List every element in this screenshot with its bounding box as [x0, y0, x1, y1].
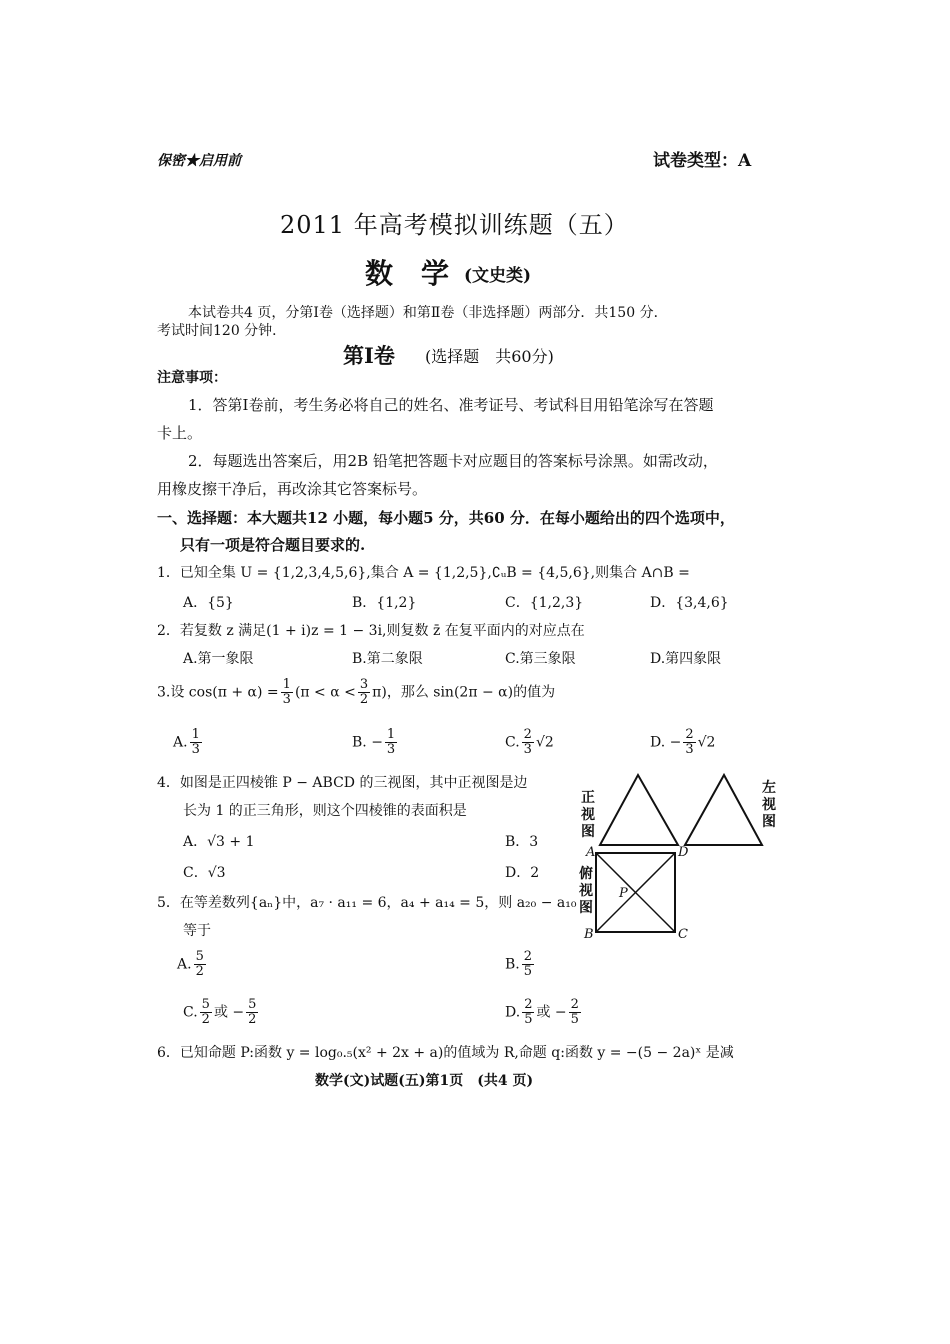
q3-option-d-label: D. −	[650, 734, 682, 751]
q5-d-den-1: 5	[524, 1012, 533, 1027]
vertex-a-label: A	[586, 845, 596, 860]
q5-option-c	[183, 998, 260, 1027]
top-view-label	[578, 866, 594, 917]
q2-stem: 2．若复数 z 满足(1 + i)z = 1 − 3i,则复数 z̄ 在复平面内的对应点在	[157, 623, 585, 639]
left-view-label-char-3: 图	[762, 814, 776, 830]
intro-line-2: 考试时间120 分钟．	[157, 323, 287, 339]
q4-option-d: D．2	[505, 865, 540, 881]
q1-option-b: B．{1,2}	[352, 595, 417, 611]
q3-fraction-2	[358, 678, 370, 707]
q5-c-den-2: 2	[248, 1012, 257, 1027]
q5-line-2: 等于	[183, 923, 211, 939]
q5-option-d-fraction-1	[522, 998, 534, 1027]
q5-option-d-or: 或 −	[536, 1004, 567, 1021]
part1-heading: 第Ⅰ卷	[343, 343, 395, 368]
q5-option-c-label: C.	[183, 1004, 198, 1021]
q4-line-1: 4．如图是正四棱锥 P − ABCD 的三视图，其中正视图是边	[157, 775, 528, 791]
q5-option-c-fraction-1	[200, 998, 212, 1027]
front-view-label-char-1: 正	[581, 790, 595, 806]
part1-heading-note: (选择题 共60分)	[425, 347, 554, 366]
q1-option-a: A．{5}	[183, 595, 234, 611]
q1-option-c: C．{1,2,3}	[505, 595, 584, 611]
q3-c-num: 2	[523, 727, 532, 742]
secrecy-label: 保密★启用前	[157, 153, 241, 169]
left-view-label-char-2: 视	[762, 797, 776, 813]
q6-stem: 6．已知命题 P:函数 y = log₀.₅(x² + 2x + a)的值域为 R,命题 q:函数 y = −(5 − 2a)ˣ 是减	[157, 1045, 734, 1061]
q4-option-a: A．√3 + 1	[183, 834, 255, 850]
section1-line-2: 只有一项是符合题目要求的.	[180, 536, 366, 554]
q5-line-1: 5．在等差数列{aₙ}中，a₇ · a₁₁ = 6，a₄ + a₁₄ = 5，则 a₂₀ − a₁₀	[157, 895, 577, 911]
notes-title: 注意事项：	[157, 370, 227, 386]
top-view-label-char-3: 图	[579, 900, 593, 916]
q3-option-b-label: B. −	[352, 734, 383, 751]
left-view-triangle	[685, 775, 762, 845]
q5-option-d-fraction-2	[569, 998, 581, 1027]
q3-fraction-1-den: 3	[282, 692, 291, 707]
q4-option-c: C．√3	[183, 865, 226, 881]
q5-option-a-fraction	[194, 950, 206, 979]
q5-b-den: 5	[523, 964, 533, 979]
q3-stem-post: π)，那么 sin(2π − α)的值为	[372, 684, 556, 701]
three-view-drawing	[590, 765, 790, 945]
q5-c-num-1: 5	[201, 997, 210, 1012]
q3-d-den: 3	[685, 742, 694, 757]
q5-option-d	[505, 998, 583, 1027]
q3-fraction-2-den: 2	[359, 692, 369, 707]
q3-option-d-tail: √2	[697, 734, 716, 751]
front-view-triangle	[600, 775, 678, 845]
q3-c-den: 3	[523, 742, 532, 757]
section1-line-1: 一、选择题：本大题共12 小题，每小题5 分，共60 分．在每小题给出的四个选项中，	[157, 509, 735, 527]
q3-b-num: 1	[386, 727, 396, 742]
q3-option-c-fraction	[522, 728, 534, 757]
q2-option-d: D.第四象限	[650, 651, 722, 667]
q3-option-a	[173, 728, 204, 757]
q3-b-den: 3	[386, 742, 396, 757]
q3-option-c-label: C.	[505, 734, 520, 751]
left-view-label	[761, 780, 777, 831]
q5-c-num-2: 5	[248, 997, 257, 1012]
subject-title: 数 学	[365, 257, 450, 290]
top-view-label-char-2: 视	[579, 883, 593, 899]
q3-d-num: 2	[685, 727, 694, 742]
q5-option-c-fraction-2	[246, 998, 258, 1027]
front-view-label-char-3: 图	[581, 824, 595, 840]
q2-option-c: C.第三象限	[505, 651, 576, 667]
note-1-line-2: 卡上。	[157, 424, 203, 442]
q2-option-a: A.第一象限	[183, 651, 254, 667]
q3-option-d	[650, 728, 715, 757]
intro-line-1: 本试卷共4 页，分第Ⅰ卷（选择题）和第Ⅱ卷（非选择题）两部分．共150 分．	[188, 305, 668, 321]
q3-stem	[157, 678, 555, 707]
q5-option-a	[177, 950, 208, 979]
q3-option-b	[352, 728, 399, 757]
vertex-b-label: B	[584, 927, 594, 942]
q3-option-c-tail: √2	[535, 734, 554, 751]
q3-fraction-2-num: 3	[359, 677, 369, 692]
q5-d-num-2: 2	[570, 997, 579, 1012]
q5-d-num-1: 2	[524, 997, 533, 1012]
q3-a-num: 1	[191, 727, 200, 742]
q3-option-d-fraction	[683, 728, 695, 757]
q1-option-d: D．{3,4,6}	[650, 595, 729, 611]
q3-option-c	[505, 728, 554, 757]
front-view-label-char-2: 视	[581, 807, 595, 823]
front-view-label	[580, 790, 596, 841]
vertex-d-label: D	[678, 845, 689, 860]
q5-a-den: 2	[195, 964, 204, 979]
q3-stem-mid: (π < α <	[294, 684, 356, 701]
q5-option-b-fraction	[522, 950, 534, 979]
q5-b-num: 2	[523, 949, 533, 964]
q5-d-den-2: 5	[570, 1012, 579, 1027]
page-footer: 数学(文)试题(五)第1页 (共4 页)	[315, 1073, 534, 1089]
note-2-line-2: 用橡皮擦干净后，再改涂其它答案标号。	[157, 480, 428, 498]
note-1-line-1: 1．答第Ⅰ卷前，考生务必将自己的姓名、准考证号、考试科目用铅笔涂写在答题	[188, 396, 714, 414]
q2-option-b: B.第二象限	[352, 651, 423, 667]
top-view-label-char-1: 俯	[579, 866, 593, 882]
note-2-line-1: 2．每题选出答案后，用2B 铅笔把答题卡对应题目的答案标号涂黑。如需改动，	[188, 452, 718, 470]
q3-a-den: 3	[191, 742, 200, 757]
q3-stem-pre: 3.设 cos(π + α) =	[157, 684, 279, 701]
vertex-c-label: C	[678, 927, 688, 942]
subject-note: (文史类)	[464, 266, 532, 286]
exam-title: 2011 年高考模拟训练题（五）	[280, 211, 629, 239]
q5-a-num: 5	[195, 949, 204, 964]
q3-option-b-fraction	[385, 728, 397, 757]
q5-option-a-label: A.	[177, 956, 192, 973]
q5-c-den-1: 2	[201, 1012, 210, 1027]
q3-option-a-fraction	[190, 728, 202, 757]
q3-fraction-1-num: 1	[282, 677, 291, 692]
q1-stem: 1．已知全集 U = {1,2,3,4,5,6},集合 A = {1,2,5},∁ᵤB = {4,5,6},则集合 A∩B =	[157, 565, 690, 581]
q5-option-b	[505, 950, 536, 979]
q4-option-b: B．3	[505, 834, 539, 850]
left-view-label-char-1: 左	[762, 780, 776, 796]
q4-line-2: 长为 1 的正三角形，则这个四棱锥的表面积是	[183, 803, 467, 819]
q5-option-d-label: D.	[505, 1004, 521, 1021]
q5-option-b-label: B.	[505, 956, 520, 973]
paper-type-label: 试卷类型：A	[653, 151, 752, 171]
vertex-p-label: P	[619, 886, 628, 901]
q5-option-c-or: 或 −	[213, 1004, 245, 1021]
q3-option-a-label: A.	[173, 734, 188, 751]
q3-fraction-1	[281, 678, 293, 707]
